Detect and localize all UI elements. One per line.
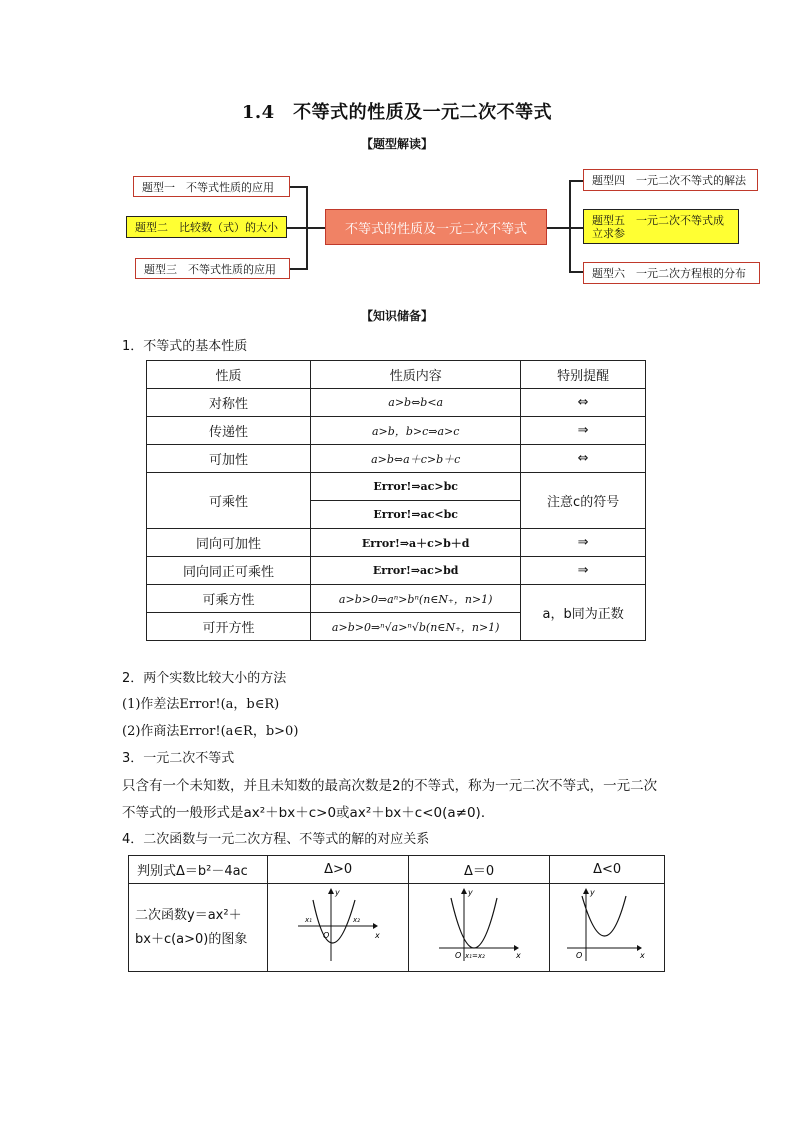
properties-table — [146, 360, 646, 641]
property-note: ⇔ — [521, 389, 646, 417]
property-content: Error!⇒a＋c>b＋d — [311, 529, 521, 557]
row-label-line-2: bx＋c(a>0)的图象 — [135, 931, 248, 947]
parabola-two-roots-graph — [293, 886, 383, 966]
origin-label: O — [455, 950, 462, 960]
section-knowledge-heading: 【知识储备】 — [360, 309, 433, 323]
graph-cell — [550, 884, 665, 972]
mindmap-center: 不等式的性质及一元二次不等式 — [325, 209, 547, 245]
graph-cell — [268, 884, 408, 972]
mindmap-left-2: 题型二 比较数（式）的大小 — [126, 216, 287, 238]
table-header: 性质 — [147, 361, 311, 389]
table-row — [147, 389, 646, 417]
axis-x-label: x — [375, 930, 380, 940]
property-note: ⇒ — [521, 417, 646, 445]
table-header: 性质内容 — [311, 361, 521, 389]
table-header-row — [129, 856, 665, 884]
double-root-label: x₁=x₂ — [465, 951, 485, 960]
paragraph-3-line-1: 只含有一个未知数，并且未知数的最高次数是2的不等式，称为一元二次不等式，一元二次 — [122, 778, 658, 794]
root-x2-label: x₂ — [353, 915, 361, 924]
property-name: 可加性 — [147, 445, 311, 473]
method-difference: (1)作差法Error!(a，b∈R) — [122, 697, 280, 712]
property-content: a>b，b>c⇒a>c — [311, 417, 521, 445]
parabola-no-root-graph — [562, 886, 652, 966]
page-title: 1.4 不等式的性质及一元二次不等式 — [241, 102, 553, 123]
row-label — [129, 884, 268, 972]
mindmap-right-5: 题型五 一元二次不等式成立求参 — [583, 209, 739, 244]
table-row — [147, 417, 646, 445]
property-content: a>b⇔b<a — [311, 389, 521, 417]
mindmap-right-4: 题型四 一元二次不等式的解法 — [583, 169, 758, 191]
graph-cell — [408, 884, 549, 972]
mindmap-right-6: 题型六 一元二次方程根的分布 — [583, 262, 760, 284]
property-content: Error!⇒ac>bd — [311, 557, 521, 585]
method-quotient: (2)作商法Error!(a∈R，b>0) — [122, 724, 299, 739]
row-label-line-1: 二次函数y＝ax²＋ — [135, 907, 242, 923]
axis-x-label: x — [640, 950, 645, 960]
property-note: a，b同为正数 — [521, 585, 646, 641]
property-content: Error!⇒ac>bc — [311, 473, 521, 501]
property-content: a>b⇔a＋c>b＋c — [311, 445, 521, 473]
axis-y-label: y — [335, 887, 340, 897]
table-row — [147, 585, 646, 613]
property-note: ⇒ — [521, 557, 646, 585]
section-types-heading: 【题型解读】 — [360, 137, 433, 151]
table-header: Δ＝0 — [408, 856, 549, 884]
property-note: 注意c的符号 — [521, 473, 646, 529]
property-name: 同向同正可乘性 — [147, 557, 311, 585]
property-content: a>b>0⇒ⁿ√a>ⁿ√b(n∈N₊，n>1) — [311, 613, 521, 641]
mindmap-left-3: 题型三 不等式性质的应用 — [135, 258, 290, 279]
table-row — [147, 445, 646, 473]
property-name: 可乘方性 — [147, 585, 311, 613]
table-row — [129, 884, 665, 972]
axis-y-label: y — [468, 887, 473, 897]
property-name: 对称性 — [147, 389, 311, 417]
origin-label: O — [323, 930, 330, 940]
property-name: 传递性 — [147, 417, 311, 445]
mindmap-left-1: 题型一 不等式性质的应用 — [133, 176, 290, 197]
table-header: Δ>0 — [268, 856, 408, 884]
discriminant-table — [128, 855, 665, 972]
property-content: Error!⇒ac<bc — [311, 501, 521, 529]
parabola-one-root-graph — [434, 886, 524, 966]
property-name: 同向可加性 — [147, 529, 311, 557]
property-note: ⇔ — [521, 445, 646, 473]
paragraph-3-line-2: 不等式的一般形式是ax²＋bx＋c>0或ax²＋bx＋c<0(a≠0)． — [122, 805, 495, 821]
property-content: a>b>0⇒aⁿ>bⁿ(n∈N₊，n>1) — [311, 585, 521, 613]
table-row — [147, 473, 646, 501]
property-name: 可乘性 — [147, 473, 311, 529]
heading-3: 3．一元二次不等式 — [122, 751, 235, 766]
axis-y-label: y — [590, 887, 595, 897]
heading-2: 2．两个实数比较大小的方法 — [122, 671, 287, 686]
table-header: Δ<0 — [550, 856, 665, 884]
origin-label: O — [576, 950, 583, 960]
axis-x-label: x — [516, 950, 521, 960]
heading-1: 1．不等式的基本性质 — [122, 339, 248, 354]
table-header: 特别提醒 — [521, 361, 646, 389]
table-row — [147, 557, 646, 585]
property-note: ⇒ — [521, 529, 646, 557]
heading-4: 4．二次函数与一元二次方程、不等式的解的对应关系 — [122, 832, 430, 847]
table-header-row — [147, 361, 646, 389]
property-name: 可开方性 — [147, 613, 311, 641]
root-x1-label: x₁ — [305, 915, 313, 924]
table-row — [147, 529, 646, 557]
table-header: 判别式Δ＝b²－4ac — [129, 856, 268, 884]
